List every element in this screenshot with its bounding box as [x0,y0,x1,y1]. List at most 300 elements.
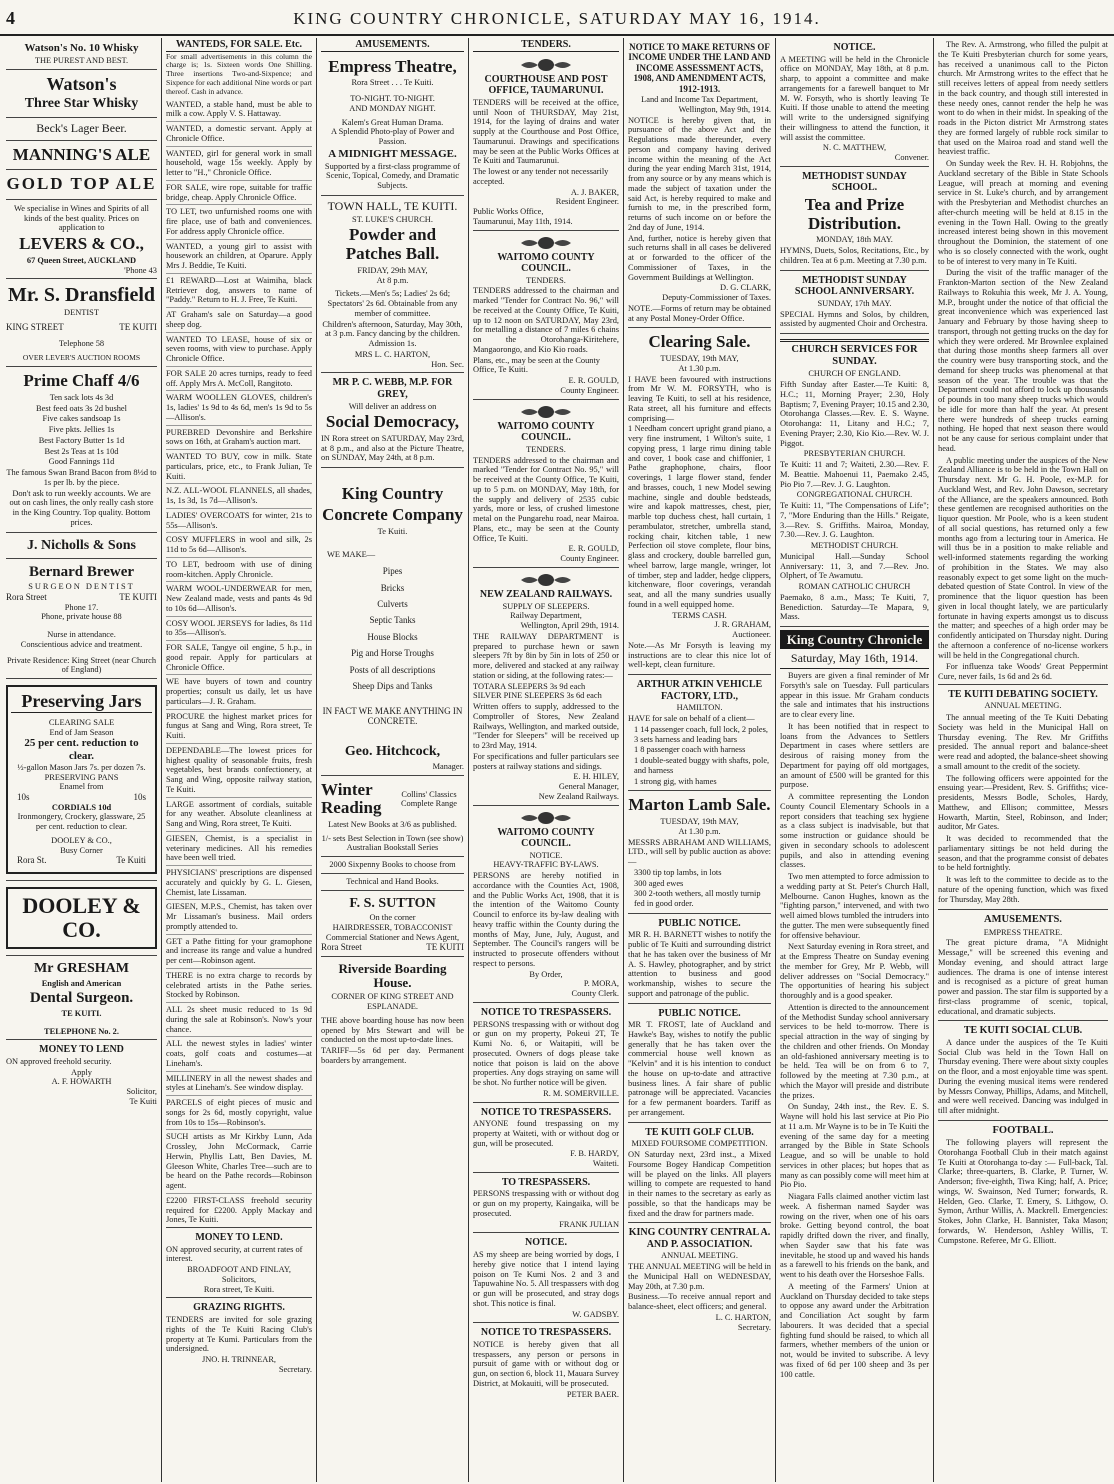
collins: Collins' Classics Complete Range [400,789,458,809]
ball-harton: MRS L. C. HARTON, [354,349,431,359]
classified-ad: LARGE assortment of cordials, suitable for any weather. Absolute cleanliness at Sang and Wing, Rora street, Te Kuiti. [166,798,312,832]
watson10-title: Watson's No. 10 Whisky [24,42,139,54]
nicholls-name: J. Nicholls & Sons [27,537,136,553]
kca-sub: ANNUAL MEETING. [661,1251,738,1261]
tax-head: NOTICE TO MAKE RETURNS OF INCOME UNDER THE LAND AND INCOME ASSESSMENT ACTS, 1908, AND AMENDMENT ACTS, 1912-1913. [628,42,771,94]
congreg-text: Te Kuiti: 11, "The Compensations of Life"; 7, "More Enduring than the Hills." Reigate, 3.—Rev. S. Griffiths. Mairoa, Monday, 7.30.—Rev. J. G. Laughton. [780,501,929,540]
chaff-line: Five pkts. Jellies 1s [48,425,115,435]
jars-title: Preserving Jars [11,692,152,713]
clearing-text: I HAVE been favoured with instructions from Mr W. M. FORSYTH, who is leaving Te Kuiti, to sell at his residence, Rata street, all his furniture and effects comprising— [628,374,771,423]
classified-ad: THERE is no extra charge to records by celebrated artists in the Pathe series. Stocked by Robinson. [166,969,312,1003]
presby-head: PRESBYTERIAN CHURCH. [803,449,906,459]
webb-addr: Will deliver an address on [348,401,437,411]
debating-head: TE KUITI DEBATING SOCIETY. [948,688,1098,700]
coat-of-arms-icon [519,573,573,587]
col6-editorial [780,671,929,1379]
classified-ad: PHYSICIANS' prescriptions are dispensed accurately and quickly by G. L. Giesen, Chemist, late Lissaman. [166,866,312,900]
atkin-text: HAVE for sale on behalf of a client— [628,714,755,724]
editorial-paragraph: Next Saturday evening in Rora street, and at the Empress Theatre on Sunday evening the member for Grey, Mr P. Webb, will deliver addresses on "Social Democracy." The opportunities of hearing his subject thoroughly and is a good speaker. [780,942,929,1001]
money-lend-addr: Rora street, Te Kuiti. [203,1284,275,1294]
julian: FRANK JULIAN [559,1219,619,1229]
tenders-head: TENDERS. [473,39,619,52]
gresham-phone: TELEPHONE No. 2. [44,1026,119,1036]
brewer-title: SURGEON DENTIST [28,582,135,592]
amuse7-head: AMUSEMENTS. [984,914,1062,926]
mora-name: P. MORA, [583,979,619,989]
tres2-text: ANYONE found trespassing on my property at Waiteti, with or without dog or gun, will be prosecuted. [473,1119,619,1148]
editorial-paragraph: On Sunday, 24th inst., the Rev. E. S. Wayne will hold his last service at Pio Pio at 11 a.m. Mr Wayne is to be in Te Kuiti the evening of the same day for a meeting arranged by the Bible in State Schools League, and so will be unable to hold services in other places; but hopes that as many as can possibly come will meet him at Pio Pio. [780,1102,929,1190]
clearing-terms: TERMS CASH. [672,610,727,620]
webb-head: MR P. C. WEBB, M.P. FOR GREY, [332,377,453,400]
by-order: By Order, [529,969,563,979]
jars-enamel: Enamel from [59,782,104,792]
jars-iron: Ironmongery, Crockery, glassware, 25 per cent. reduction to clear. [17,812,146,832]
rail-text: THE RAILWAY DEPARTMENT is prepared to purchase hewn or sawn sleepers 7ft by 8in by 5in in lots of 250 or more, delivered and stacked at any railway station or siding, at the following rates:— [473,631,619,680]
social-club-head: TE KUITI SOCIAL CLUB. [963,1025,1083,1037]
dooley-big: DOOLEY & CO. [22,892,141,943]
brewer-phone: Phone 17. [64,602,99,612]
rail-silver: SILVER PINE SLEEPERS 3s 6d each [473,691,602,701]
atkin-item: 1 double-seated buggy with shafts, pole, and harness [634,756,770,775]
methodist-school-head: METHODIST SUNDAY SCHOOL. [802,170,907,194]
clearing-note: Note.—As Mr Forsyth is leaving my instructions are to clear this nice lot of well-kept, clean furniture. [628,640,771,670]
coat-of-arms-icon [519,811,573,825]
kca-sig: L. C. HARTON, [715,1312,771,1322]
editorial-paragraph: Two men attempted to force admission to a wedding party at St. Peter's Church Hall, Melbourne. Canon Hughes, known as the "fighting parson," intervened, and with two well aimed blows tumbled the intruders into the gutter. The men were subsequently fined for offensive behaviour. [780,872,929,940]
classified-ad: £1 REWARD—Lost at Waimiha, black Retriever dog, answers to name of "Paddy." Return to H. J. Free, Te Kuiti. [166,274,312,308]
column-1 [2,38,162,1482]
editorial-paragraph: For influenza take Woods' Great Peppermint Cure, never fails, 1s 6d and 2s 6d. [938,662,1108,681]
anniversary-text: SPECIAL Hymns and Solos, by children, assisted by augmented Choir and Orchestra. [780,309,929,329]
classified-ad: WANTED TO LEASE, house of six or seven rooms, with view to purchase. Apply Chronicle Office. [166,333,312,367]
barnett-text: MR R. H. BARNETT wishes to notify the public of Te Kuiti and surrounding district that he has taken over the business of Mr A. S. Hawley, photographer, and by strict attention to business and good workmanship, wishes to secure the support and patronage of the public. [628,930,771,998]
rail-totara: TOTARA SLEEPERS 3s 9d each [473,681,586,691]
grazing-sig: JNO. H. TRINNEAR, [201,1355,277,1365]
money-name: A. F. HOWARTH [51,1077,112,1087]
jars-cordials: CORDIALS 10d [51,802,112,812]
baker-date: Taumarunui, May 11th, 1914. [473,216,573,226]
classified-ad: GET a Pathe fitting for your gramophone and increase its range and value a hundred per cent—Robinson agent. [166,935,312,969]
concrete-product: Bricks [380,582,405,593]
mora-title: County Clerk. [571,989,619,999]
levers-name: LEVERS & CO., [19,234,144,254]
wanteds-list [166,98,312,1228]
chaff-line: Good Fannings 11d [48,457,115,467]
classified-ad: TO LET, two unfurnished rooms one with fire place, use of bath and conveniences. For address apply Chronicle office. [166,205,312,239]
chaff-line: Five cakes sandsoap 1s [42,414,121,424]
amuse7-text: The great picture drama, "A Midnight Message," will be screened this evening and Monday evening, and should attract large audiences. The drama is one of intense interest and is recognised as a picture of great human power and passion. The star film is supported by a first-class programme of scenic, topical, educational, and dramatic subjects. [938,938,1108,1016]
sutton-trade: HAIRDRESSER, TOBACCONIST [332,922,453,932]
money-lend-firm: BROADFOOT AND FINLAY, [187,1265,291,1275]
classified-ad: WE have buyers of town and country properties; consult us daily, let us have particulars—J. R. Graham. [166,675,312,709]
chaff-line: The famous Swan Brand Bacon from 8½d to 1s per lb. by the piece. [6,468,157,487]
tax-text: NOTICE is hereby given that, in pursuance of the above Act and the Regulations made thereunder, every person and company having derived income within the meaning of the Act during the year ending March 31st, 1914, from any source or by any means which is made the subject of taxation under the said Act, is hereby required to make and furnish to me, in the prescribed form, returns of such income on or before the 2nd day of June, 1914. [628,115,771,232]
atkin-items [628,725,771,787]
coe-head: CHURCH OF ENGLAND. [808,369,901,379]
tres3-text: PERSONS trespassing with or without dog or gun on my property, Kaingaika, will be prosecuted. [473,1189,619,1218]
money-lend-head: MONEY TO LEND. [195,1232,283,1244]
editorial-paragraph: Attention is directed to the announcement of the Methodist Sunday school anniversary services to be held to-morrow. There is special attraction in the way of singing by the children and other friends. On Monday an old-fashioned anniversary meeting is to be held. Tea will be on from 6 to 7, followed by the meeting at 7.30 p.m., at which the Mayor will preside and distribute the prizes. [780,1002,929,1100]
sleepers-head: SUPPLY OF SLEEPERS. [502,601,590,611]
st-lukes: ST. LUKE'S CHURCH. [352,214,433,224]
town-hall: TOWN HALL, TE KUITI. [327,198,458,213]
marton-title: Marton Lamb Sale. [628,795,771,815]
technical-books: Technical and Hand Books. [346,876,439,886]
classified-ad: PUREBRED Devonshire and Berkshire sows on 16th, at Graham's auction mart. [166,426,312,451]
dransfield-title: DENTIST [64,308,99,318]
matthew-title: Convener. [894,153,929,163]
debating-paragraph: The annual meeting of the Te Kuiti Debating Society was held in the Municipal Hall on Thursday evening. The Rev. Mr Griffiths presided. The annual report and balance-sheet were read and adopted, the balance-sheet showing a small amount to the credit of the society. [938,713,1108,771]
concrete-product: Pipes [382,566,403,577]
dooley-corner: Busy Corner [60,845,103,855]
editorial-paragraph: During the visit of the traffic manager of the Frankton-Marton section of the New Zealand Railways to Rokuhia this week, Mr J. A. Young, M.P., brought under the notice of that official the great inconvenience which was experienced last January and February by those having sheep to transport, through not getting trucks on the day for which they were ordered. Mr Brownlee explained that during those months sheep farmers all over the country were busy transporting stock, and the demand for sheep trucks was phenomenal at that season of the year. The trouble was that the Department could not afford to lock up thousands of pounds in too many sheep trucks which would be idle for more than half the year. At present there were hundreds of sheep trucks earning nothing. He hoped that next season there would not be any cause for serious complaint under that head. [938,268,1108,453]
public-notice1-head: PUBLIC NOTICE. [658,917,741,929]
classified-ad: TO LET, bedroom with use of dining room-kitchen. Apply Chronicle. [166,558,312,583]
sutton-town: TE KUITI [426,942,464,953]
classified-ad: GIESEN, Chemist, is a specialist in veterinary medicines. All his remedies have been well tried. [166,832,312,866]
empress-kalem: Kalem's Great Human Drama. [341,117,444,127]
clearing-title: Clearing Sale. [648,332,751,352]
tres2-head: NOTICE TO TRESPASSERS. [480,1106,612,1118]
rail-spec: For specifications and fuller particulars see posters at railway stations and sidings. [473,751,619,771]
classified-ad: LADIES' OVERCOATS for winter, 21s to 55s—Allison's. [166,509,312,534]
gould1-name: E. R. GOULD, [568,376,619,386]
dransfield-street: KING STREET [6,322,64,333]
column-7 [934,38,1112,1482]
gould2-name: E. R. GOULD, [568,544,619,554]
brewer-private: Phone, private house 88 [41,612,122,622]
tres1-head: NOTICE TO TRESPASSERS. [480,1006,612,1018]
hardy: F. B. HARDY, [570,1149,619,1159]
debating-paragraph: It was decided to recommended that the parliamentary sittings be not held during the season, and that the programme consist of debates to be held fortnightly. [938,834,1108,873]
dransfield-town: TE KUITI [119,322,157,333]
brewer-town: TE KUITI [119,592,157,603]
sutton-street: Rora Street [321,942,362,953]
ball-tickets: Tickets.—Men's 5s; Ladies' 2s 6d; Spectators' 2s 6d. Obtainable from any member of committee. [327,289,458,318]
congreg-head: CONGREGATIONAL CHURCH. [796,490,913,500]
classified-ad: FOR SALE, Tangye oil engine, 5 h.p., in good repair. Apply for particulars at Chronicle Office. [166,641,312,675]
gresham-title: Dental Surgeon. [29,990,134,1007]
gresham-town: TE KUITI. [61,1008,102,1018]
waitomo3-notice: NOTICE. [529,850,563,860]
chaff-list [6,393,157,528]
baker-dept: Public Works Office, [473,207,544,217]
waitomo1-head: WAITOMO COUNTY COUNCIL. [497,251,595,275]
classified-ad: WANTED, a stable hand, must be able to milk a cow. Apply V. S. Hattaway. [166,98,312,123]
chronicle-date: Saturday, May 16th, 1914. [780,650,929,669]
waitomo2-head: WAITOMO COUNTY COUNCIL. [497,420,595,444]
classified-ad: GIESEN, M.P.S., Chemist, has taken over Mr Lissaman's business. Mail orders promptly attended to. [166,900,312,934]
concrete-line2: Concrete Company [322,504,463,524]
frost-text: MR T. FROST, late of Auckland and Hawke's Bay, wishes to notify the public generally that he has taken over the commercial house well known as "Kelvin" and it is his intention to conduct the house on up-to-date and attractive business lines. A fair share of public patronage will be appreciated. Vacancies for a few permanent boarders. Tariff as per arrangement. [628,1020,771,1117]
winter-reading: Winter Reading [321,779,382,818]
classified-ad: WANTED, a young girl to assist with housework an children, at Oparure. Apply Mrs J. Beddie, Te Kuiti. [166,240,312,274]
rail-dept: Railway Department, [510,611,582,621]
coe-text: Fifth Sunday after Easter.—Te Kuiti: 8, H.C.; 11, Morning Prayer; 2.30, Holy Baptism; 7, Evening Prayer; 10.15 and 2.30, Otorohanga Classes.—Rev. E. S. Wayne. Otorohanga: 11, Litany and H.C.; 7, Evening Prayer; 2.30, Kio Kio.—Rev. W. J. Piggot. [780,380,929,448]
gould2-title: County Engineer. [560,554,619,564]
graham-title: Auctioneer. [732,630,771,640]
church-services-head: CHURCH SERVICES FOR SUNDAY. [791,344,918,368]
atkin-hamilton: HAMILTON. [676,703,723,713]
brewer-name: Bernard Brewer [28,563,135,580]
debating-paragraph: It was left to the committee to decide as to the nature of the opening function, which was fixed for Thursday, May 28th. [938,875,1108,904]
concrete-product: Septic Tanks [369,615,416,626]
tea-date: MONDAY, 18th MAY. [816,235,893,245]
clearing-items: 1 Needham concert upright grand piano, a very fine instrument, 1 Wilton's suite, 1 copying press, 1 large rimu dining table and cover, 1 book case and chiffonier, 1 Pathe graphophone, chairs, floor coverings, 1 large flower stand, fender and brasses, couch, 1 new Model sewing machine, single and double bedsteads, wire and kapok mattresses, chest, pier, marble top duchess chest, hall curtain, 1 perambulator, stretcher, umbrella stand, rocking chair, kitchen table, 1 new Perfection oil stove complete, flour bins, glass and crockery, double barrelled gun, wheel barrow, large mangle, wringer, lot of timber, step and ladder, hedge clippers, kitchenware, floor coverings, verandah seat, and all the many sundries usually found in a well equipped home. [628,424,771,609]
nzr-head: NEW ZEALAND RAILWAYS. [479,588,613,600]
newspaper-columns [2,38,1112,1482]
concrete-product: Culverts [377,598,408,609]
levers-text: We specialise in Wines and Spirits of all kinds of the best quality. Prices on application to [14,203,149,233]
marton-item: 3300 tip top lambs, in lots [634,867,722,877]
editorial-paragraph: A meeting of the Farmers' Union at Auckland on Thursday decided to take steps to oppose any award under the Arbitration and Conciliation Act sought by farm labourers. It was decided that a special fighting fund should be raised, to which all farmers, whether members of the union or not, would be invited to subscribe. A levy was fixed of 6d per 100 sheep and 3s per 100 cattle. [780,1281,929,1379]
classified-ad: £2200 FIRST-CLASS freehold security required for £2200. Apply Mackay and Jones, Te Kuiti. [166,1195,312,1225]
chaff-line: Best feed oats 3s 2d bushel [36,403,127,413]
marton-items [628,868,771,909]
methodist-head: METHODIST CHURCH. [810,541,899,551]
levers-address: 67 Queen Street, AUCKLAND [26,255,137,265]
money-town: Te Kuiti [129,1096,157,1106]
wanteds-rates: For small advertisements in this column the charge is; 1s. Sixteen words One Shilling. Three insertions Two-and-Sixpence; and Sixpence for each additional Nine words or part thereof. Cash in advance. [166,51,312,96]
classified-ad: MILLINERY in all the newest shades and styles at Lineham's. See window display. [166,1072,312,1097]
classified-ad: PARCELS of eight pieces of music and songs for 2s 6d, mostly copyright, value from 10s to 15s—Robinson's. [166,1096,312,1130]
gadsby: W. GADSBY. [572,1309,619,1319]
forsyth-notice-text: A MEETING will be held in the Chronicle office on MONDAY, May 18th, at 8 p.m. sharp, to appoint a committee and make arrangements for a farewell banquet to Mr M. W. Forsyth, who is shortly leaving Te Kuiti. If those unable to attend the meeting will write to the undersigned signifying their willingness to attend the function, it will assist the committee. [780,54,929,142]
marton-item: 300 aged ewes [634,878,684,888]
courthouse-lowest: The lowest or any tender not necessarily accepted. [473,167,609,186]
tres4-head: NOTICE TO TRESPASSERS. [480,1327,612,1339]
money-lend-text: ON approved security, at current rates of interest. [166,1244,303,1264]
wanteds-head: WANTEDS, FOR SALE. Etc. [166,39,312,52]
hitchcock-manager: Manager. [432,761,464,771]
coat-of-arms-icon [519,58,573,72]
money-text: ON approved freehold security. [6,1056,112,1066]
brewer-nurse: Nurse in attendance. [47,630,116,640]
chaff-line: Ten sack lots 4s 3d [49,392,114,402]
gould1-title: County Engineer. [560,385,619,395]
hiley-name: E. H. HILEY, [573,772,619,782]
concrete-town: Te Kuiti. [377,526,408,536]
debating-sub: ANNUAL MEETING. [984,701,1062,711]
watson10-sub: THE PUREST AND BEST. [34,55,129,65]
hiley-title: General Manager, [558,782,619,791]
classified-ad: WANTED, girl for general work in small household, wage 15s weekly. Apply by letter to "H.," Chronicle Office. [166,147,312,181]
clearing-date: TUESDAY, 19th MAY, [660,354,739,364]
rail-date: Wellington, April 29th, 1914. [520,621,619,630]
chaff-title: Prime Chaff 4/6 [23,371,140,391]
money-head: MONEY TO LEND [39,1044,124,1056]
tres4-text: NOTICE is hereby given that all trespassers, any person or persons in pursuit of game with or without dog or gun, on section 6, block 11, Mauara Survey District, at Mokauiti, will be prosecuted. [473,1339,619,1388]
powder-ball: Powder and Patches Ball. [345,225,440,264]
editorial-paragraph: Buyers are given a final reminder of Mr Forsyth's sale on Tuesday. Full particulars appear in this issue. Mr Graham conducts the sale and intimates that his instructions are to clear every line. [780,671,929,720]
golf-sub: MIXED FOURSOME COMPETITION. [631,1139,768,1149]
dooley-rora: Rora St. [17,855,47,866]
riverside-corner: CORNER OF KING STREET AND ESPLANADE. [331,992,454,1012]
marton-item: 300 2-tooth wethers, all mostly turnip fed in good order. [634,889,761,908]
anniversary-date: SUNDAY, 17th MAY. [817,298,892,308]
coat-of-arms-icon [519,236,573,250]
concrete-products [321,566,464,692]
column-3 [317,38,469,1482]
preserving-jars-ad [6,685,157,874]
sixpenny-books: 2000 Sixpenny Books to choose from [329,860,456,870]
heavy-traffic-head: HEAVY-TRAFFIC BY-LAWS. [493,860,599,870]
kca-business: Business.—To receive annual report and balance-sheet, elect officers; and general. [628,1292,771,1312]
waitomo1-plans: Plans, etc., may be seen at the County Office, Te Kuiti. [473,355,600,375]
editorial-paragraph: The Rev. A. Armstrong, who filled the pulpit at the Te Kuiti Presbyterian church for some years, has received a unanimous call to the Picton church. Mr Armstrong writes to the effect that he still receives letters of appeal from needy settlers in the back country, and though still interested in these needy ones, cannot render the help he was wont to do when in their midst. In speaking of the roads in the Picton district Mr Armstrong states they are formed largely of rubble rock similar to that used on the Mairoa road and stand well the heaviest traffic. [938,40,1108,157]
notice4-text: AS my sheep are being worried by dogs, I hereby give notice that I intend laying poison on Te Kumi Nos. 2 and 3 and Tapuwahine No. 5. All trespassers with dog or gun will be prosecuted, and stray dogs shot. This notice is final. [473,1250,619,1308]
editorial-paragraph: A public meeting under the auspices of the New Zealand Alliance is to be held in the Town Hall on Thursday next. Mr G. H. Poole, ex-M.P. for Auckland West, and Rev. John Dawson, secretary of the Alliance, are the speakers announced. Both these gentlemen are recognised authorities on the liquor question. Mr Poole, who is a keen student of all social questions, has returned only a few months ago from a lecturing tour in America. He will thus be in a position to make reliable and well-informed statements regarding the working of prohibition in the States. We may also reasonably expect to get some light on the much-debated question of State Control. In view of the prominence that the liquor question has been given in local thought lately, we are particularly fortunate in having experts amongst us to discuss the matter; and speeches of a high order may be confidently anticipated on Thursday night. During the afternoon a conference of no-license workers will be held in the Congregational church. [938,455,1108,660]
dooley-small: DOOLEY & CO., [51,835,112,845]
sutton-name: F. S. SUTTON [349,895,436,911]
levers-phone: 'Phone 43 [124,265,157,275]
concrete-wemake: WE MAKE— [327,550,376,560]
mannings-ale: MANNING'S ALE [12,144,151,164]
classified-ad: COSY MUFFLERS in wool and silk, 2s 11d to 5s 6d—Allison's. [166,533,312,558]
classified-ad: AT Graham's sale on Saturday—a good sheep dog. [166,308,312,333]
golf-text: ON Saturday next, 23rd inst., a Mixed Foursome Bogey Handicap Competition will be played on the links. All players willing to compete are requested to hand in their names to the secretary as early as possible, so that the handicaps may be fixed and the draw for partners made. [628,1150,771,1218]
social-club-text: A dance under the auspices of the Te Kuiti Social Club was held in the Town Hall on Thursday evening. There were about sixty couples on the floor, and a most enjoyable time was spent. During the evening musical items were rendered by Messrs Conway, Phillips, Adams, and Mitchell, and were well received. Dancing was indulged in till after midnight. [938,1037,1108,1116]
somerville: R. M. SOMERVILLE. [543,1088,619,1098]
classified-ad: WANTED, a domestic servant. Apply at Chronicle Office. [166,122,312,147]
baker-title: Resident Engineer. [555,197,619,207]
page-number: 4 [6,8,15,28]
column-2 [162,38,317,1482]
graham-name: J. R. GRAHAM, [714,620,771,630]
money-lend-sol: Solicitors, [221,1274,257,1284]
dransfield-over: OVER LEVER'S AUCTION ROOMS [22,353,141,363]
methodist-text: Municipal Hall.—Sunday School Anniversary: 11, 3, and 7.—Rev. Jno. Olphert, of Te Awamutu. [780,551,929,581]
jars-end: End of Jam Season [49,727,114,737]
concrete-product: Posts of all descriptions [349,664,436,675]
editorial-paragraph: Niagara Falls claimed another victim last week. A fisherman named Sayder was rowing on the river, when one of his oars broke. Getting beyond control, the boat rapidly drifted down the river, and finally, when Sayder saw that his fate was inevitable, he stood up and waved his hands as a farewell to his friends on the bank, and went to his death over the Horseshoe Falls. [780,1192,929,1280]
riverside-title: Riverside Boarding House. [338,960,447,991]
football-head: FOOTBALL. [992,1124,1054,1136]
jars-price-right: 10s [133,792,146,803]
amuse7-sub: EMPRESS THEATRE. [983,927,1063,937]
jars-pans: PRESERVING PANS [44,772,119,782]
forsyth-notice-head: NOTICE. [833,42,876,53]
clark-name: D. G. CLARK, [720,283,771,293]
waitomo2-tenders: TENDERS. [526,444,566,454]
midnight-message: A MIDNIGHT MESSAGE. [328,147,457,160]
sutton-stat: Commercial Stationer and News Agent, [325,932,460,942]
masthead-title: KING COUNTRY CHRONICLE, SATURDAY MAY 16, 1914. [293,9,821,28]
tax-note: NOTE.—Forms of return may be obtained at any Postal Money-Order Office. [628,303,771,323]
catholic-text: Paemako, 8 a.m., Mass; Te Kuiti, 7, Benediction. Saturday—Te Mapara, 9, Mass. [780,592,929,622]
concrete-product: Pig and Horse Troughs [351,648,434,659]
debating-text [938,713,1108,904]
waitomo2-text: TENDERS addressed to the chairman and marked "Tender for Contract No. 95," will be received at the County Office, Te Kuiti, up to 5 p.m. on MONDAY, May 18th, for the supply and delivery of 2535 cubic yards, more or less, of crushed limestone metal on the Pungarehu road, near Mairoa. Plans, etc., may be seen at the County Office, Te Kuiti. [473,455,619,543]
catholic-head: ROMAN CATHOLIC CHURCH [798,582,911,592]
marton-time: At 1.30 p.m. [678,826,721,836]
classified-ad: WANTED TO BUY, cow in milk. State particulars, price, etc., to Frank Julian, Te Kuiti. [166,450,312,484]
kca-head: KING COUNTRY CENTRAL A. AND P. ASSOCIATION. [628,1227,771,1250]
brewer-advice: Conscientious advice and treatment. [20,639,143,649]
grazing-sec: Secretary. [278,1364,312,1374]
courthouse-head: COURTHOUSE AND POST OFFICE, TAUMARUNUI. [484,73,608,97]
dransfield-phone: Telephone 58 [58,338,105,348]
dransfield-name: Mr. S. Dransfield [7,284,156,307]
watson-sub: Three Star Whisky [24,96,139,112]
empress-address: Rora Street . . . Te Kuiti. [351,78,434,88]
classified-ad: WARM WOOLLEN GLOVES, children's 1s, ladies' 1s 9d to 4s 6d, men's 1s 9d to 5s—Allison's. [166,391,312,425]
concrete-line1: King Country [341,484,444,504]
classified-ad: ALL 2s sheet music reduced to 1s 9d during the sale at Robinson's. Now's your chance. [166,1003,312,1037]
webb-text: IN Rora street on SATURDAY, May 23rd, at 8 p.m., and also at the Picture Theatre, on SUNDAY, May 24th, at 8 p.m. [321,433,464,463]
book-sets: 1/- sets Best Selection in Town (see show) Australian Bookstall Series [321,833,464,853]
column-4 [469,38,624,1482]
money-apply: Apply [71,1067,92,1077]
hiley-org: New Zealand Railways. [538,791,619,801]
column-5 [624,38,776,1482]
editorial-paragraph: On Sunday week the Rev. H. H. Robjohns, the Auckland secretary of the Bible in State Schools League, will preach at morning and evening service in St. Luke's church, and by arrangement with the Presbyterian and Methodist churches an after-church meeting will be held at 8.15 in the evening in the Town Hall. Owing to the greatly increased interest being shown in this movement throughout the Dominion, the statement of one who is so closely connected with the work, ought to be of interest to very many in Te Kuiti. [938,159,1108,266]
atkin-item: 1 strong gig, with hames [634,776,717,786]
coat-of-arms-icon [519,405,573,419]
clark-title: Deputy-Commissioner of Taxes. [662,293,771,303]
gresham-sub: English and American [41,978,122,988]
gresham-name: Mr GRESHAM [33,961,129,977]
waitomo3-head: WAITOMO COUNTY COUNCIL. [497,826,595,850]
empress-title: Empress Theatre, [328,56,457,76]
grazing-head: GRAZING RIGHTS. [193,1302,285,1314]
marton-text: MESSRS ABRAHAM AND WILLIAMS, LTD., will sell by public auction as above:— [628,837,771,866]
column-6 [776,38,934,1482]
classified-ad: ALL the newest styles in ladies' winter coats, golf coats and costumes—at Lineham's. [166,1037,312,1071]
football-text: The following players will represent the Otorohanga Football Club in their match against Te Kuiti at Otorohanga to-day :— Full-back, Tal. Clarke; three-quarters, B. Clarke, P. Turner, W. Anderson; five-eighth, Tiwa King; half, A. Price; wings, W. Swainson, Ned Turner; forwards, R. Helden, Geo. Clarke, T. Emery, S. Lithgow, O. Symon, Arthur Willis, A. Mackrell. Emergencies: Stokes, John Clarke, H. Bannister, Taka Mason; forwards, W. Henderson, Ashley Willis, T. Cumpstone. Referee, Mr G. Elliott. [938,1138,1108,1245]
brewer-street: Rora Street [6,592,47,603]
tax-date: Wellington, May 9th, 1914. [678,104,771,114]
atkin-item: 1 14 passenger coach, full lock, 2 poles, 3 sets harness and leading bars [634,724,768,744]
grazing-text: TENDERS are invited for sole grazing rights of the Te Kuiti Racing Club's property at Te Kumi. Particulars from the undersigned. [166,1315,312,1354]
ball-time: At 8 p.m. [376,275,409,285]
ball-childrens: Children's afternoon, Saturday, May 30th, at 3 p.m. Fancy dancing by the children. Admission 1s. [322,319,463,349]
amusements-head: AMUSEMENTS. [321,39,464,52]
anniversary-head: METHODIST SUNDAY SCHOOL ANNIVERSARY. [794,274,915,298]
social-democracy: Social Democracy, [325,412,460,432]
kca-text: THE ANNUAL MEETING will be held in the Municipal Hall on WEDNESDAY, May 20th, at 7.30 p.m. [628,1262,771,1291]
concrete-product: House Blocks [367,631,418,642]
chaff-line: Don't ask to run weekly accounts. We are out on cash lines, the only really cash store in the King Country. Top quality. Bottom prices. [9,488,154,527]
baker-name: A. J. BAKER, [570,187,619,197]
golf-head: TE KUITI GOLF CLUB. [645,1126,754,1138]
jars-reduction: 25 per cent. reduction to clear. [24,737,139,763]
kca-sec: Secretary. [737,1322,771,1332]
marton-date: TUESDAY, 19th MAY, [660,817,739,826]
waitomo1-tenders: TENDERS. [526,275,566,285]
rail-offers: Written offers to supply, addressed to the Comptroller of Stores, New Zealand Railways, Wellington, and marked outside, "Tender for Sleepers" will be received up to 23rd May, 1914. [473,702,619,750]
hitchcock: Geo. Hitchcock, [344,744,441,760]
col7-editorial [938,40,1108,682]
chaff-line: Best 2s Teas at 1s 10d [44,446,119,456]
classified-ad: COSY WOOL JERSEYS for ladies, 8s 11d to 35s—Allison's. [166,617,312,642]
tea-text: HYMNS, Duets, Solos, Recitations, Etc., by children. Tea at 6 p.m. Meeting at 7.30 p.m. [780,246,929,265]
riverside-text: THE above boarding house has now been opened by Mrs Stewart and will be conducted on the most up-to-date lines. [321,1015,464,1045]
classified-ad: DEPENDABLE—The lowest prices for highest quality of seasonable fruits, fresh vegetables, best brands confectionery, at Sang and Wing, opposite railway station, Te Kuiti. [166,744,312,798]
hardy-place: Waiteti. [592,1159,619,1169]
notice4-head: NOTICE. [525,1237,567,1249]
becks-lager: Beck's Lager Beer. [36,120,127,135]
empress-monday: AND MONDAY NIGHT. [349,103,436,113]
empress-tonight: TO-NIGHT. TO-NIGHT. [350,94,435,104]
concrete-infact: IN FACT WE MAKE ANYTHING IN CONCRETE. [322,705,463,726]
ball-date: FRIDAY, 29th MAY, [357,265,428,275]
classified-ad: SUCH artists as Mr Kirkby Lunn, Ada Crossley, John McCormack, Carrie Herwin, Phyllis Latt, Ben Davies, M. Gleeson White, Charles Tree—such are to be heard on the Pathe records—Robinson agent. [166,1130,312,1194]
brewer-residence: Private Residence: King Street (near Church of England) [6,655,157,675]
jars-mason: ½-gallon Mason Jars 7s. per dozen 7s. [17,762,146,772]
jars-price-left: 10s [17,792,30,803]
chronicle-banner: King Country Chronicle [780,630,929,649]
